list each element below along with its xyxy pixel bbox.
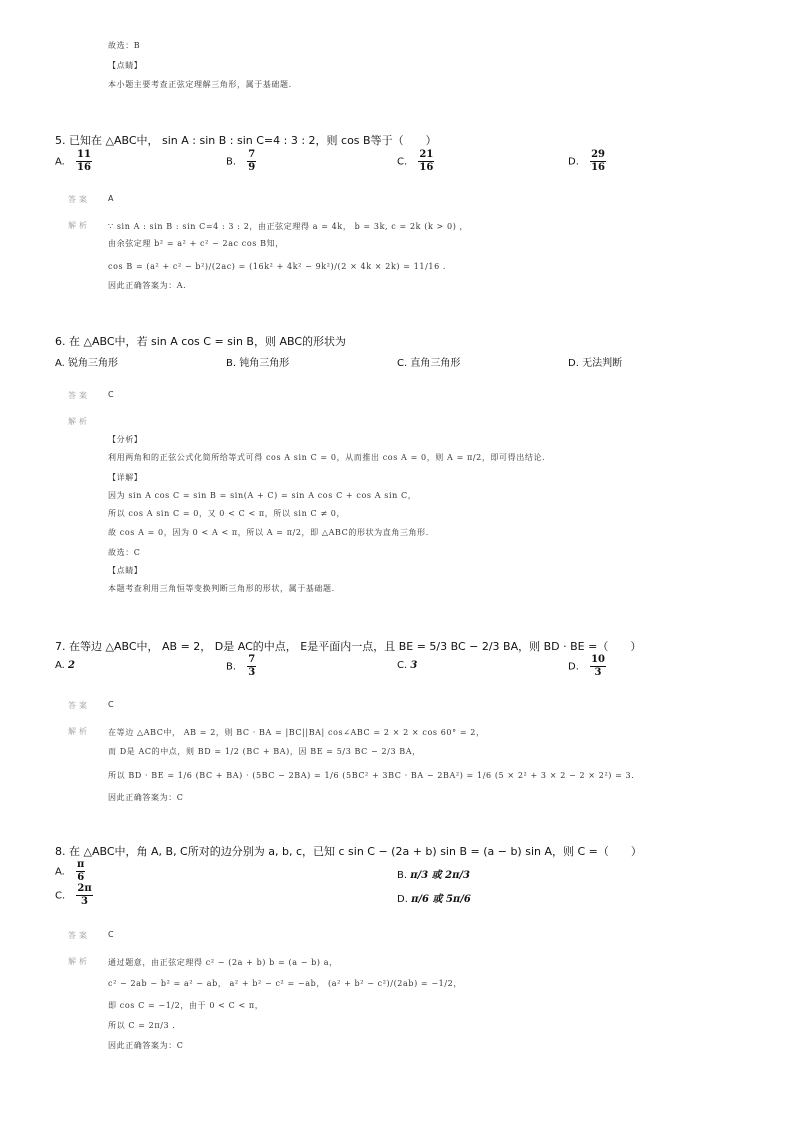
q5-option-a xyxy=(55,150,92,173)
q5-stem: 5. 已知在 △ABC中， sin A : sin B : sin C=4 : 3 : 2，则 cos B等于（ ） xyxy=(55,134,437,147)
q6-option-d xyxy=(568,354,622,369)
q6-answer-value: C xyxy=(108,390,114,399)
q5-option-d xyxy=(568,150,606,173)
q8-option-a xyxy=(55,860,85,883)
q8-line-5: 因此正确答案为：C xyxy=(108,1041,184,1050)
q6-option-b xyxy=(226,354,289,369)
q7-line-3: 所以 BD · BE = 1/6 (BC + BA) · (5BC − 2BA) = 1/6 (5BC² + 3BC · BA − 2BA²) = 1/6 (5 × 2² + 3 × 2 − 2 × 2²) = 3. xyxy=(108,771,635,780)
q6-analysis-label: 解析 xyxy=(68,417,90,426)
prev-comment: 本小题主要考查正弦定理解三角形，属于基础题. xyxy=(108,80,292,89)
q7-line-2: 而 D是 AC的中点，则 BD = 1/2 (BC + BA)，因 BE = 5/3 BC − 2/3 BA， xyxy=(108,747,421,756)
q5-option-b-num: 7 xyxy=(248,149,256,160)
q6-line-8: 【点睛】 xyxy=(108,566,143,575)
q8-line-4: 所以 C = 2π/3 . xyxy=(108,1021,176,1030)
q8-line-3: 即 cos C = −1/2，由于 0 < C < π， xyxy=(108,1001,264,1010)
q5-option-c-key: C. xyxy=(397,156,408,168)
q5-answer-value: A xyxy=(108,194,114,203)
q6-stem: 6. 在 △ABC中，若 sin A cos C = sin B，则 ABC的形状为 xyxy=(55,335,347,348)
q5-option-d-key: D. xyxy=(568,156,579,168)
q6-option-c-key: C. xyxy=(397,358,408,369)
q8-option-c-den: 3 xyxy=(81,896,88,907)
q8-option-b-text: π/3 或 2π/3 xyxy=(410,870,471,881)
q7-option-a-key: A. xyxy=(55,660,65,671)
q7-answer-label: 答案 xyxy=(68,701,90,710)
q7-option-d-den: 3 xyxy=(594,667,602,678)
q5-analysis-label: 解析 xyxy=(68,221,90,230)
q5-line-2: 由余弦定理 b² = a² + c² − 2ac cos B知， xyxy=(108,239,284,248)
q5-answer-label: 答案 xyxy=(68,195,90,204)
q6-option-a xyxy=(55,354,118,369)
q6-option-c-text: 直角三角形 xyxy=(410,358,461,369)
q6-line-4: 因为 sin A cos C = sin B = sin(A + C) = sin A cos C + cos A sin C， xyxy=(108,491,417,500)
q7-option-b-den: 3 xyxy=(248,667,256,678)
q5-option-c-num: 21 xyxy=(419,149,434,160)
q5-line-1: ∵ sin A : sin B : sin C=4 : 3 : 2，由正弦定理得 a = 4k， b = 3k, c = 2k (k > 0) ， xyxy=(108,222,469,231)
q7-line-1: 在等边 △ABC中， AB = 2，则 BC · BA = |BC||BA| cos∠ABC = 2 × 2 × cos 60° = 2， xyxy=(108,728,485,737)
prev-final: 故选：B xyxy=(108,41,141,50)
q7-option-b-num: 7 xyxy=(248,654,256,665)
q7-stem: 7. 在等边 △ABC中， AB = 2， D是 AC的中点， E是平面内一点，且 BE = 5/3 BC − 2/3 BA，则 BD · BE =（ ） xyxy=(55,640,642,653)
q7-option-d-num: 10 xyxy=(591,654,605,665)
q8-line-2: c² − 2ab − b² = a² − ab， a² + b² − c² = −ab， (a² + b² − c²)/(2ab) = −1/2， xyxy=(108,979,462,988)
prev-comment-tag: 【点睛】 xyxy=(108,61,143,70)
q5-option-d-den: 16 xyxy=(591,162,605,173)
q8-analysis-label: 解析 xyxy=(68,957,90,966)
q8-option-c xyxy=(55,884,93,907)
q7-option-b-key: B. xyxy=(226,661,237,673)
q6-option-b-key: B. xyxy=(226,358,237,369)
q6-line-6: 故 cos A = 0，因为 0 < A < π，所以 A = π/2，即 △ABC的形状为直角三角形. xyxy=(108,528,429,537)
q5-option-b-key: B. xyxy=(226,156,237,168)
q8-option-d-text: π/6 或 5π/6 xyxy=(411,894,471,905)
q7-option-d xyxy=(568,655,606,678)
q5-option-c xyxy=(397,150,434,173)
q6-line-1: 【分析】 xyxy=(108,435,143,444)
q8-option-d xyxy=(397,890,471,905)
q7-option-a xyxy=(55,660,75,671)
q8-stem: 8. 在 △ABC中，角 A, B, C所对的边分别为 a, b, c，已知 c sin C − (2a + b) sin B = (a − b) sin A，则 C =（ ） xyxy=(55,845,642,858)
q6-option-b-text: 钝角三角形 xyxy=(239,358,290,369)
q7-option-c-key: C. xyxy=(397,660,408,671)
q6-option-d-text: 无法判断 xyxy=(582,358,623,369)
q7-option-b xyxy=(226,655,256,678)
q8-option-b-key: B. xyxy=(397,870,408,881)
q6-option-a-key: A. xyxy=(55,358,65,369)
q8-answer-value: C xyxy=(108,930,114,939)
q6-option-a-text: 锐角三角形 xyxy=(68,358,119,369)
q6-answer-label: 答案 xyxy=(68,391,90,400)
q7-option-c xyxy=(397,660,417,671)
q7-line-4: 因此正确答案为：C xyxy=(108,793,184,802)
q5-option-b-den: 9 xyxy=(248,162,256,173)
q6-line-7: 故选：C xyxy=(108,548,141,557)
q6-line-9: 本题考查利用三角恒等变换判断三角形的形状，属于基础题. xyxy=(108,584,335,593)
q8-option-c-num: 2π xyxy=(77,883,92,894)
q5-line-3: cos B = (a² + c² − b²)/(2ac) = (16k² + 4k² − 9k²)/(2 × 4k × 2k) = 11/16 . xyxy=(108,262,447,271)
q8-option-a-den: 6 xyxy=(77,872,85,883)
q7-answer-value: C xyxy=(108,700,114,709)
q8-option-c-key: C. xyxy=(55,890,66,902)
q5-option-a-den: 16 xyxy=(77,162,91,173)
q5-option-d-num: 29 xyxy=(591,149,605,160)
q7-option-a-text: 2 xyxy=(68,660,75,671)
q8-line-1: 通过题意，由正弦定理得 c² − (2a + b) b = (a − b) a， xyxy=(108,958,338,967)
q8-option-a-key: A. xyxy=(55,866,65,878)
q8-option-d-key: D. xyxy=(397,894,408,905)
q6-line-5: 所以 cos A sin C = 0，又 0 < C < π，所以 sin C ≠ 0， xyxy=(108,509,346,518)
q7-analysis-label: 解析 xyxy=(68,727,90,736)
q6-line-2: 利用两角和的正弦公式化简所给等式可得 cos A sin C = 0，从而推出 cos A = 0，则 A = π/2，即可得出结论. xyxy=(108,453,546,462)
q5-option-a-key: A. xyxy=(55,156,65,168)
q5-option-c-den: 16 xyxy=(419,162,434,173)
q8-option-b xyxy=(397,866,470,881)
q6-option-d-key: D. xyxy=(568,358,579,369)
q8-answer-label: 答案 xyxy=(68,931,90,940)
q5-option-b xyxy=(226,150,256,173)
q6-line-3: 【详解】 xyxy=(108,473,143,482)
q8-option-a-num: π xyxy=(77,859,85,870)
q5-line-4: 因此正确答案为：A. xyxy=(108,281,187,290)
q5-option-a-num: 11 xyxy=(77,149,91,160)
q7-option-c-text: 3 xyxy=(410,660,418,671)
q7-option-d-key: D. xyxy=(568,661,579,673)
q6-option-c xyxy=(397,354,460,369)
